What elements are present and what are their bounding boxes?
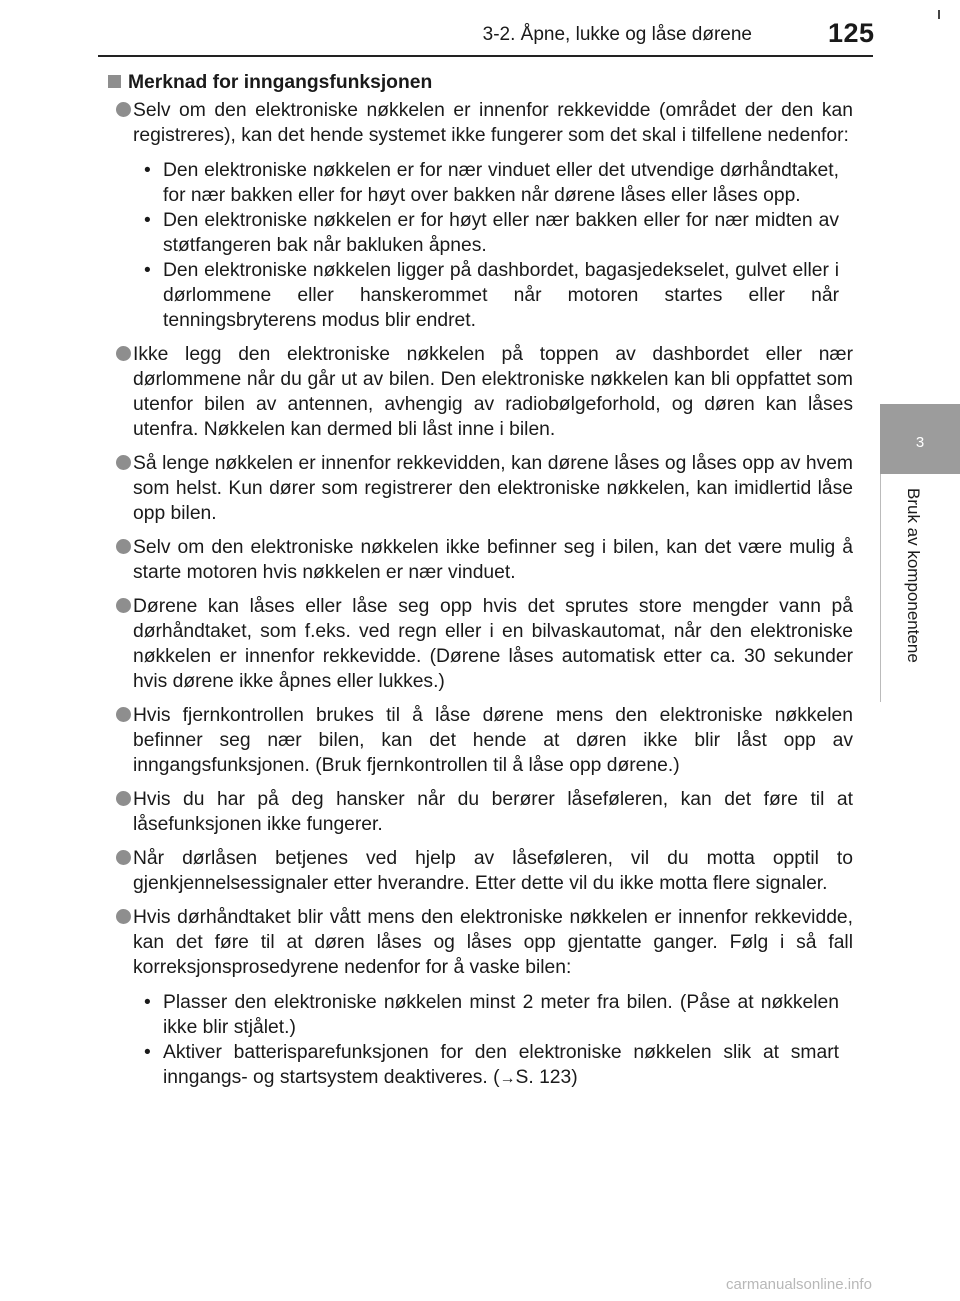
list-item-text: Når dørlåsen betjenes ved hjelp av låseføleren, vil du motta opptil to gjenkjennelsessignaler etter hverandre. Etter dette vil du ikke motta flere signaler. — [133, 848, 853, 894]
sub-list — [133, 990, 853, 1091]
sub-list-item-text: Den elektroniske nøkkelen er for nær vinduet eller det utvendige dørhåndtaket, for nær bakken eller for høyt over bakken når dørene låses eller låses opp. — [163, 160, 839, 206]
chapter-label: Bruk av komponentene — [904, 488, 923, 663]
section-heading — [108, 70, 853, 95]
sub-list-item — [133, 990, 853, 1040]
sub-list — [133, 158, 853, 333]
list-item — [108, 846, 853, 896]
header-rule — [98, 55, 873, 57]
list-item-text: Dørene kan låses eller låse seg opp hvis det sprutes store mengder vann på dørhåndtaket, som f.eks. ved regn eller i en bilvaskautomat, når den elektroniske nøkkelen er innenfor rekkevidde. (Dørene låses automatisk etter ca. 30 sekunder hvis dørene ikke åpnes eller lukkes.) — [133, 596, 853, 692]
dot-bullet-icon: • — [144, 160, 151, 181]
list-item — [108, 451, 853, 526]
crop-mark — [938, 10, 940, 19]
circle-bullet-icon — [116, 539, 131, 554]
main-content — [108, 70, 853, 1100]
list-item — [108, 594, 853, 694]
sub-list-item-text-before: Aktiver batterisparefunksjonen for den elektroniske nøkkelen slik at smart inngangs- og startsystem deaktiveres. ( — [163, 1042, 839, 1088]
sub-list-item — [133, 258, 853, 333]
sub-list-item-text: Den elektroniske nøkkelen er for høyt eller nær bakken eller for nær midten av støtfangeren bak når bakluken åpnes. — [163, 210, 839, 256]
list-item — [108, 98, 853, 333]
circle-bullet-icon — [116, 598, 131, 613]
page-header — [0, 0, 960, 55]
list-item-text: Selv om den elektroniske nøkkelen ikke befinner seg i bilen, kan det være mulig å starte motoren hvis nøkkelen er nær vinduet. — [133, 537, 853, 583]
chapter-tab-rule — [880, 474, 881, 702]
section-title-header: 3-2. Åpne, lukke og låse dørene — [482, 24, 752, 45]
list-item — [108, 342, 853, 442]
circle-bullet-icon — [116, 850, 131, 865]
sub-list-item — [133, 208, 853, 258]
square-bullet-icon — [108, 75, 121, 88]
page-reference-link[interactable]: S. 123) — [515, 1067, 578, 1088]
sub-list-item-text: Plasser den elektroniske nøkkelen minst 2 meter fra bilen. (Påse at nøkkelen ikke blir stjålet.) — [163, 992, 839, 1038]
dot-bullet-icon: • — [144, 992, 151, 1013]
section-heading-text: Merknad for inngangsfunksjonen — [128, 72, 433, 93]
page-number: 125 — [828, 18, 875, 48]
circle-bullet-icon — [116, 455, 131, 470]
sub-list-item — [133, 158, 853, 208]
circle-bullet-icon — [116, 707, 131, 722]
chapter-number: 3 — [915, 434, 925, 451]
chapter-tab — [880, 404, 960, 474]
watermark-text: carmanualsonline.info — [726, 1276, 872, 1293]
sub-list-item — [133, 1040, 853, 1091]
list-item — [108, 703, 853, 778]
list-item — [108, 787, 853, 837]
list-item-text: Hvis fjernkontrollen brukes til å låse dørene mens den elektroniske nøkkelen befinner seg nær bilen, kan det hende at døren ikke blir låst opp av inngangsfunksjonen. (Bruk fjernkontrollen til å låse opp dørene.) — [133, 705, 853, 776]
list-item-text: Ikke legg den elektroniske nøkkelen på toppen av dashbordet eller nær dørlommene når du går ut av bilen. Den elektroniske nøkkelen kan bli oppfattet som utenfor bilen av antennen, avhengig av radiobølgeforhold, og døren kan låses utenfra. Nøkkelen kan dermed bli låst inne i bilen. — [133, 344, 853, 440]
circle-bullet-icon — [116, 909, 131, 924]
dot-bullet-icon: • — [144, 260, 151, 281]
arrow-icon: → — [499, 1070, 516, 1087]
list-item-text: Hvis du har på deg hansker når du berører låseføleren, kan det føre til at låsefunksjonen ikke fungerer. — [133, 789, 853, 835]
list-item-text: Så lenge nøkkelen er innenfor rekkevidden, kan dørene låses og låses opp av hvem som helst. Kun dører som registrerer den elektroniske nøkkelen, kan imidlertid låse opp bilen. — [133, 453, 853, 524]
list-item — [108, 905, 853, 1091]
sub-list-item-text: Den elektroniske nøkkelen ligger på dashbordet, bagasjedekselet, gulvet eller i dørlommene eller hanskerommet når motoren startes eller når tenningsbryterens modus blir endret. — [163, 260, 839, 331]
chapter-label-box — [903, 488, 931, 698]
circle-bullet-icon — [116, 791, 131, 806]
list-item — [108, 535, 853, 585]
list-item-text: Selv om den elektroniske nøkkelen er innenfor rekkevidde (området der den kan registreres), kan det hende systemet ikke fungerer som det skal i tilfellene nedenfor: — [133, 100, 853, 146]
list-item-text: Hvis dørhåndtaket blir vått mens den elektroniske nøkkelen er innenfor rekkevidde, kan det føre til at døren låses og låses opp gjentatte ganger. Følg i så fall korreksjonsprosedyrene nedenfor for å vaske bilen: — [133, 907, 853, 978]
circle-bullet-icon — [116, 346, 131, 361]
circle-bullet-icon — [116, 102, 131, 117]
dot-bullet-icon: • — [144, 1042, 151, 1063]
dot-bullet-icon: • — [144, 210, 151, 231]
